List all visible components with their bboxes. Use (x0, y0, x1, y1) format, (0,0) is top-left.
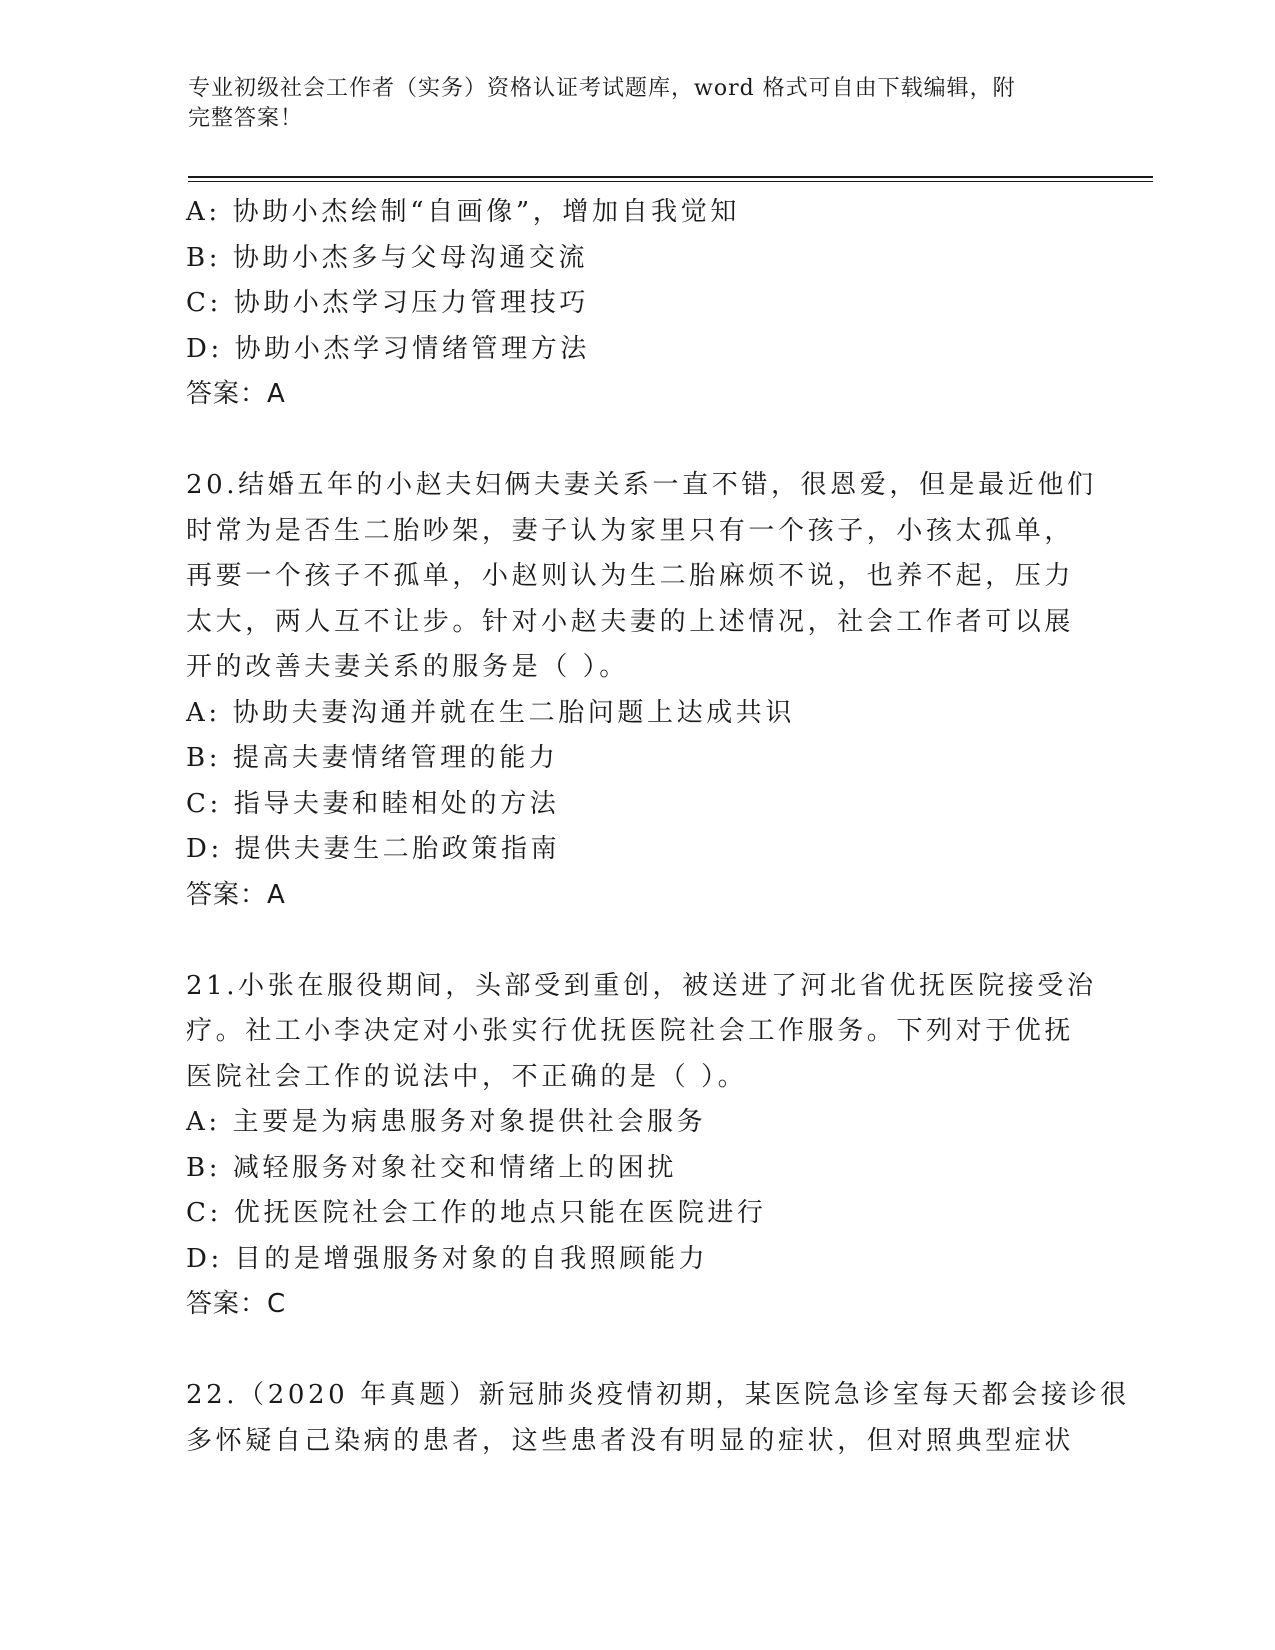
option-b: B: 提高夫妻情绪管理的能力 (186, 743, 559, 773)
question-stem-line: 再要一个孩子不孤单，小赵则认为生二胎麻烦不说，也养不起，压力 (186, 561, 1075, 591)
question-stem-line: 开的改善夫妻关系的服务是（ ）。 (186, 652, 629, 682)
option-c: C: 协助小杰学习压力管理技巧 (186, 288, 589, 318)
answer: 答案：C (186, 1289, 287, 1319)
option-d: D: 目的是增强服务对象的自我照顾能力 (186, 1243, 709, 1274)
question-22 (186, 1373, 1130, 1464)
option-b: B: 减轻服务对象社交和情绪上的困扰 (186, 1152, 677, 1183)
option-a: A: 协助小杰绘制“自画像”，增加自我觉知 (186, 197, 740, 227)
question-stem-line: 20.结婚五年的小赵夫妇俩夫妻关系一直不错，很恩爱，但是最近他们 (186, 470, 1097, 500)
option-b: B: 协助小杰多与父母沟通交流 (186, 242, 589, 273)
question-stem-line: 疗。社工小李决定对小张实行优抚医院社会工作服务。下列对于优抚 (186, 1016, 1075, 1046)
spacer (186, 418, 1086, 464)
question-19 (186, 190, 1086, 418)
spacer (186, 918, 1086, 964)
question-20 (186, 463, 1097, 918)
answer: 答案：A (186, 379, 286, 409)
question-stem-line: 21.小张在服役期间，头部受到重创，被送进了河北省优抚医院接受治 (186, 970, 1097, 1001)
option-c: C: 指导夫妻和睦相处的方法 (186, 788, 560, 819)
question-stem-line: 22.（2020 年真题）新冠肺炎疫情初期，某医院急诊室每天都会接诊很 (186, 1380, 1130, 1410)
header-divider (188, 176, 1153, 178)
header-divider-thin (188, 181, 1153, 182)
option-d: D: 提供夫妻生二胎政策指南 (186, 834, 561, 864)
question-stem-line: 时常为是否生二胎吵架，妻子认为家里只有一个孩子，小孩太孤单， (186, 515, 1075, 546)
question-21 (186, 964, 1097, 1328)
question-content (186, 190, 1130, 1464)
answer: 答案：A (186, 879, 286, 910)
question-stem-line: 医院社会工作的说法中，不正确的是（ ）。 (186, 1061, 748, 1092)
header-line-2: 完整答案！ (188, 106, 304, 131)
option-a: A: 协助夫妻沟通并就在生二胎问题上达成共识 (186, 697, 796, 728)
option-c: C: 优抚医院社会工作的地点只能在医院进行 (186, 1198, 767, 1228)
page-header (188, 74, 1088, 134)
spacer (186, 1328, 1086, 1374)
option-a: A: 主要是为病患服务对象提供社会服务 (186, 1107, 707, 1137)
option-d: D: 协助小杰学习情绪管理方法 (186, 333, 590, 364)
question-stem-line: 多怀疑自己染病的患者，这些患者没有明显的症状，但对照典型症状 (186, 1425, 1075, 1456)
question-stem-line: 太大，两人互不让步。针对小赵夫妻的上述情况，社会工作者可以展 (186, 606, 1075, 637)
header-line-1: 专业初级社会工作者（实务）资格认证考试题库，word 格式可自由下载编辑，附 (188, 76, 1016, 101)
